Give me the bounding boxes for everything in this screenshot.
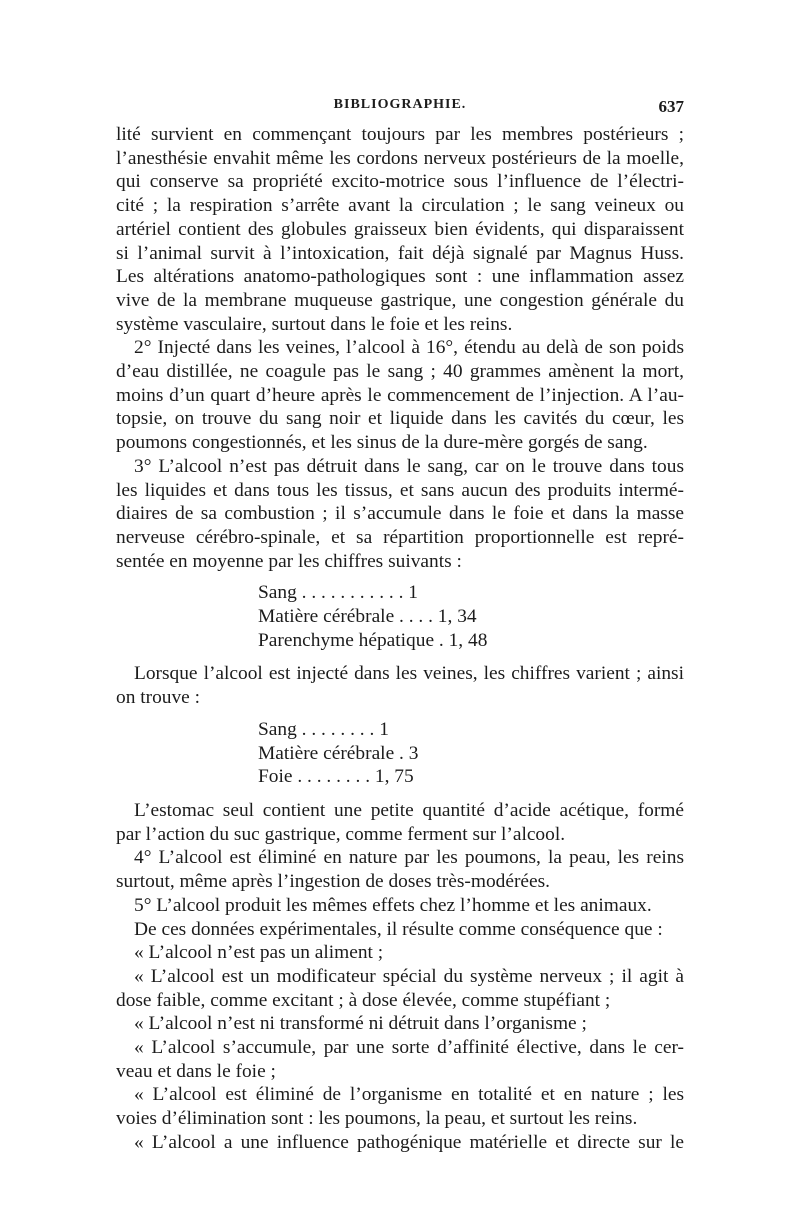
paragraph xyxy=(116,894,684,918)
paragraph xyxy=(116,1036,684,1083)
table-row: Matière cérébrale . . . . 1, 34 xyxy=(258,606,477,628)
text-line: 3° L’alcool n’est pas détruit dans le sang, car on le trouve dans tous xyxy=(134,455,684,477)
paragraph xyxy=(116,846,684,893)
text-line: moins d’un quart d’heure après le commencement de l’injection. A l’au- xyxy=(116,384,684,406)
paragraph xyxy=(116,918,684,942)
text-line: d’eau distillée, ne coagule pas le sang ; 40 grammes amènent la mort, xyxy=(116,361,684,383)
text-line: vive de la membrane muqueuse gastrique, une congestion générale du xyxy=(116,289,684,311)
text-line: on trouve : xyxy=(116,687,201,709)
paragraph xyxy=(116,455,684,574)
text-line: topsie, on trouve du sang noir et liquide dans les cavités du cœur, les xyxy=(116,408,684,430)
paragraph xyxy=(116,662,684,709)
text-line: qui conserve sa propriété excito-motrice sous l’influence de l’électri- xyxy=(116,171,684,193)
running-head: BIBLIOGRAPHIE. xyxy=(333,97,467,112)
text-line: De ces données expérimentales, il résulte comme conséquence que : xyxy=(134,918,663,940)
text-line: diaires de sa combustion ; il s’accumule dans le foie et dans la masse xyxy=(116,503,684,525)
text-line: poumons congestionnés, et les sinus de la dure-mère gorgés de sang. xyxy=(116,432,648,454)
text-line: voies d’élimination sont : les poumons, la peau, et surtout les reins. xyxy=(116,1108,638,1130)
text-line: Les altérations anatomo-pathologiques sont : une inflammation assez xyxy=(116,266,684,288)
text-line: 4° L’alcool est éliminé en nature par les poumons, la peau, les reins xyxy=(134,847,684,869)
text-line: veau et dans le foie ; xyxy=(116,1060,276,1082)
text-line: « L’alcool est éliminé de l’organisme en totalité et en nature ; les xyxy=(134,1084,684,1106)
text-line: les liquides et dans tous les tissus, et sans aucun des produits intermé- xyxy=(116,479,684,501)
paragraph xyxy=(116,336,684,455)
text-line: « L’alcool n’est ni transformé ni détruit dans l’organisme ; xyxy=(134,1013,587,1035)
page-number: 637 xyxy=(658,97,684,116)
page-header xyxy=(116,97,684,121)
text-line: système vasculaire, surtout dans le foie et les reins. xyxy=(116,313,513,335)
text-line: artériel contient des globules graisseux bien évidents, qui disparaissent xyxy=(116,218,684,240)
text-line: sentée en moyenne par les chiffres suivants : xyxy=(116,550,462,572)
text-line: Lorsque l’alcool est injecté dans les veines, les chiffres varient ; ainsi xyxy=(134,663,684,685)
text-line: surtout, même après l’ingestion de doses très-modérées. xyxy=(116,871,551,893)
paragraph xyxy=(116,1131,684,1155)
text-line: « L’alcool a une influence pathogénique matérielle et directe sur le xyxy=(134,1131,684,1153)
text-line: lité survient en commençant toujours par les membres postérieurs ; xyxy=(116,124,684,145)
paragraph xyxy=(116,965,684,1012)
table-row: Matière cérébrale . 3 xyxy=(258,742,419,764)
text-line: nerveuse cérébro-spinale, et sa répartition proportionnelle est repré- xyxy=(116,526,684,548)
body-text xyxy=(116,123,684,1155)
paragraph xyxy=(116,1012,684,1036)
table-row: Foie . . . . . . . . 1, 75 xyxy=(258,766,414,788)
table-row: Sang . . . . . . . . . . . 1 xyxy=(258,582,418,604)
text-line: si l’animal survit à l’intoxication, fait déjà signalé par Magnus Huss. xyxy=(116,242,684,264)
text-line: « L’alcool est un modificateur spécial du système nerveux ; il agit à xyxy=(134,965,684,987)
table-row: Parenchyme hépatique . 1, 48 xyxy=(258,629,488,651)
proportion-table-1 xyxy=(258,573,684,662)
proportion-table-2 xyxy=(258,710,684,799)
paragraph xyxy=(116,123,684,336)
text-line: « L’alcool s’accumule, par une sorte d’affinité élective, dans le cer- xyxy=(134,1037,684,1059)
table-row: Sang . . . . . . . . 1 xyxy=(258,718,389,740)
text-line: cité ; la respiration s’arrête avant la circulation ; le sang veineux ou xyxy=(116,195,684,217)
text-line: « L’alcool n’est pas un aliment ; xyxy=(134,942,384,964)
text-line: 5° L’alcool produit les mêmes effets chez l’homme et les animaux. xyxy=(134,894,652,916)
text-line: 2° Injecté dans les veines, l’alcool à 16°, étendu au delà de son poids xyxy=(134,337,684,359)
paragraph xyxy=(116,1083,684,1130)
paragraph xyxy=(116,799,684,846)
text-line: L’estomac seul contient une petite quantité d’acide acétique, formé xyxy=(134,799,684,821)
text-line: dose faible, comme excitant ; à dose élevée, comme stupéfiant ; xyxy=(116,989,611,1011)
book-page xyxy=(116,0,684,1215)
text-line: par l’action du suc gastrique, comme ferment sur l’alcool. xyxy=(116,823,566,845)
text-line: l’anesthésie envahit même les cordons nerveux postérieurs de la moelle, xyxy=(116,147,684,169)
paragraph xyxy=(116,941,684,965)
